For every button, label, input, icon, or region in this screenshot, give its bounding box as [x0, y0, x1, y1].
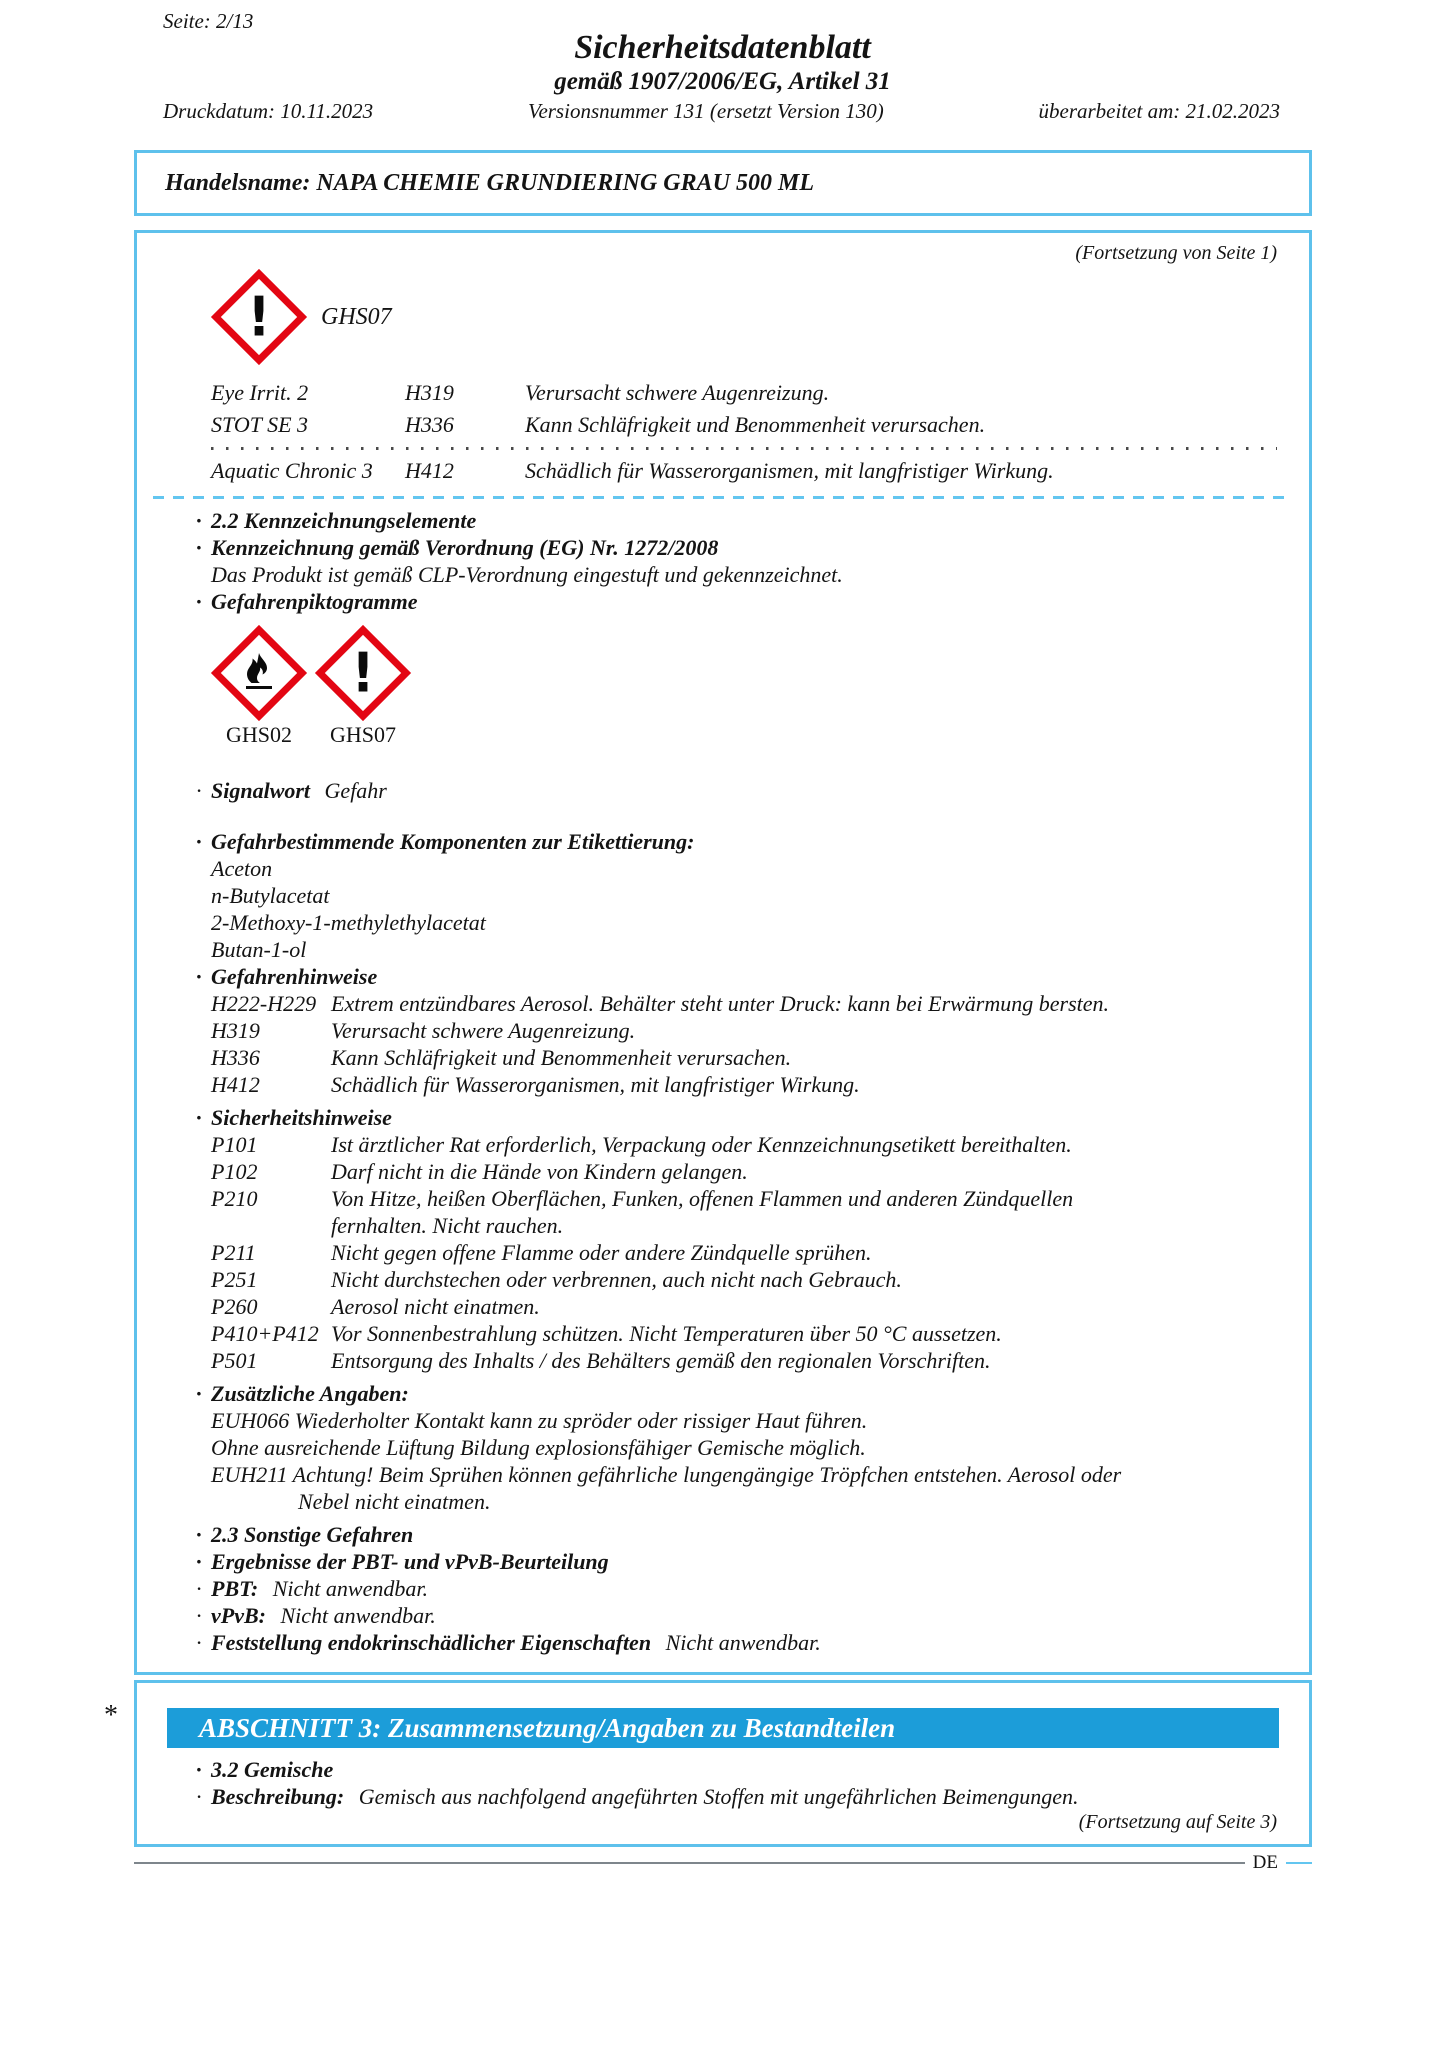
statement-code: P210 [211, 1186, 258, 1211]
additional-statement-continuation: Nebel nicht einatmen. [298, 1489, 491, 1514]
endocrine-label: Feststellung endokrinschädlicher Eigenschaften [211, 1630, 652, 1655]
hazard-statement-row [211, 1044, 1277, 1071]
precaution-statement-row [211, 1239, 1277, 1266]
ghs02-label: GHS02 [225, 722, 292, 747]
heading-3-2: · 3.2 Gemische [196, 1757, 334, 1782]
vpvb-value: Nicht anwendbar. [280, 1603, 436, 1628]
statement-code: P260 [211, 1294, 258, 1319]
footer-rule-end [1286, 1862, 1312, 1864]
additional-statement: Ohne ausreichende Lüftung Bildung explosionsfähiger Gemische möglich. [211, 1435, 866, 1460]
additional-statement: EUH211 Achtung! Beim Sprühen können gefährliche lungengängige Tröpfchen entstehen. Aerosol oder [211, 1462, 1122, 1487]
heading-additional: · Zusätzliche Angaben: [196, 1381, 409, 1406]
component-item: Butan-1-ol [211, 937, 307, 962]
component-item: 2-Methoxy-1-methylethylacetat [211, 910, 486, 935]
change-marker: * [104, 1700, 118, 1731]
version-number: Versionsnummer 131 (ersetzt Version 130) [527, 99, 884, 123]
signal-word-value: Gefahr [324, 778, 387, 803]
vpvb-line: · vPvB: Nicht anwendbar. [196, 1603, 436, 1628]
ghs07-pictogram [211, 269, 307, 365]
trade-name: Handelsname: NAPA CHEMIE GRUNDIERING GRAU 500 ML [165, 169, 814, 196]
classification-table [211, 377, 1277, 487]
description-line: · Beschreibung: Gemisch aus nachfolgend angeführten Stoffen mit ungefährlichen Beimengungen. [196, 1784, 1079, 1809]
page-footer [134, 1852, 1312, 1874]
statement-code: P501 [211, 1348, 258, 1373]
section3-header-bar [167, 1708, 1279, 1748]
pbt-value: Nicht anwendbar. [272, 1576, 428, 1601]
vpvb-label: vPvB: [211, 1603, 266, 1628]
ghs02-pictogram [211, 625, 307, 721]
heading-2-3: · 2.3 Sonstige Gefahren [196, 1522, 414, 1547]
classification-row [211, 409, 1277, 441]
heading-components: · Gefahrbestimmende Komponenten zur Etikettierung: [196, 829, 695, 854]
date-row [163, 98, 1280, 125]
statement-text: Schädlich für Wasserorganismen, mit langfristiger Wirkung. [331, 1072, 860, 1097]
endocrine-line: · Feststellung endokrinschädlicher Eigenschaften Nicht anwendbar. [196, 1630, 821, 1655]
precaution-statement-row [211, 1185, 1277, 1239]
statement-text: Ist ärztlicher Rat erforderlich, Verpackung oder Kennzeichnungsetikett bereithalten. [331, 1132, 1072, 1157]
classification-row [211, 377, 1277, 409]
precaution-statement-row [211, 1131, 1277, 1158]
hazard-statement-row [211, 990, 1277, 1017]
language-code: DE [1252, 1852, 1278, 1873]
heading-2-2: · 2.2 Kennzeichnungselemente [196, 508, 477, 533]
dotted-separator [211, 447, 1277, 450]
pbt-line: · PBT: Nicht anwendbar. [196, 1576, 428, 1601]
section3-header: ABSCHNITT 3: Zusammensetzung/Angaben zu Bestandteilen [199, 1712, 896, 1743]
precaution-statement-row [211, 1320, 1277, 1347]
hazard-class: Eye Irrit. 2 [211, 380, 309, 405]
pbt-label: PBT: [211, 1576, 259, 1601]
section3-box [134, 1680, 1312, 1847]
statement-code: P251 [211, 1267, 258, 1292]
section2-box [134, 230, 1312, 1675]
statement-text: Entsorgung des Inhalts / des Behälters gemäß den regionalen Vorschriften. [331, 1348, 991, 1373]
dashed-separator [153, 496, 1289, 499]
statement-text: Aerosol nicht einatmen. [331, 1294, 540, 1319]
heading-regulation: · Kennzeichnung gemäß Verordnung (EG) Nr. 1272/2008 [196, 535, 719, 560]
component-item: Aceton [211, 856, 273, 881]
hazard-text: Verursacht schwere Augenreizung. [525, 380, 830, 405]
classification-row [211, 455, 1277, 487]
ghs07-label: GHS07 [329, 722, 396, 747]
statement-text: Extrem entzündbares Aerosol. Behälter steht unter Druck: kann bei Erwärmung bersten. [331, 991, 1110, 1016]
footer-rule-line [134, 1862, 1245, 1864]
statement-text: Darf nicht in die Hände von Kindern gelangen. [331, 1159, 748, 1184]
hazard-text: Kann Schläfrigkeit und Benommenheit verursachen. [525, 412, 986, 437]
heading-pictograms: · Gefahrenpiktogramme [196, 589, 418, 614]
ghs07-pictogram [315, 625, 411, 721]
hazard-code: H412 [405, 458, 454, 483]
statement-text: Nicht durchstechen oder verbrennen, auch nicht nach Gebrauch. [331, 1267, 902, 1292]
hazard-code: H319 [405, 380, 454, 405]
trade-name-box [134, 150, 1312, 216]
statement-code: P102 [211, 1159, 258, 1184]
page-number: Seite: 2/13 [163, 9, 254, 33]
hazard-class: STOT SE 3 [211, 412, 309, 437]
revision-date: überarbeitet am: 21.02.2023 [1038, 99, 1280, 123]
hazard-statement-row [211, 1071, 1277, 1098]
clp-statement: Das Produkt ist gemäß CLP-Verordnung eingestuft und gekennzeichnet. [211, 562, 843, 587]
statement-text: Vor Sonnenbestrahlung schützen. Nicht Temperaturen über 50 °C aussetzen. [331, 1321, 1002, 1346]
statement-text: Von Hitze, heißen Oberflächen, Funken, offenen Flammen und anderen Zündquellen fernhalten. Nicht rauchen. [331, 1186, 1074, 1238]
ghs07-figure [315, 625, 411, 747]
hazard-code: H336 [405, 412, 454, 437]
heading-precaution-statements: · Sicherheitshinweise [196, 1105, 392, 1130]
ghs07-label: GHS07 [321, 303, 392, 330]
ghs07-pictogram-row [211, 267, 1277, 367]
statement-code: P211 [211, 1240, 256, 1265]
section3-body [137, 1748, 1309, 1834]
precaution-statement-row [211, 1266, 1277, 1293]
description-value: Gemisch aus nachfolgend angeführten Stoffen mit ungefährlichen Beimengungen. [358, 1784, 1079, 1809]
statement-code: H222-H229 [211, 991, 317, 1016]
continuation-note-top: (Fortsetzung von Seite 1) [1075, 242, 1277, 264]
exclamation-icon: ! [351, 641, 375, 705]
statement-code: H319 [211, 1018, 260, 1043]
statement-text: Nicht gegen offene Flamme oder andere Zündquelle sprühen. [331, 1240, 872, 1265]
endocrine-value: Nicht anwendbar. [665, 1630, 821, 1655]
statement-code: H412 [211, 1072, 260, 1097]
document-subtitle: gemäß 1907/2006/EG, Artikel 31 [554, 68, 891, 95]
precaution-statement-row [211, 1158, 1277, 1185]
description-label: Beschreibung: [211, 1784, 345, 1809]
statement-text: Kann Schläfrigkeit und Benommenheit verursachen. [331, 1045, 792, 1070]
statement-code: H336 [211, 1045, 260, 1070]
precaution-statement-row [211, 1347, 1277, 1374]
heading-pbt-vpvb: · Ergebnisse der PBT- und vPvB-Beurteilung [196, 1549, 609, 1574]
heading-hazard-statements: · Gefahrenhinweise [196, 964, 378, 989]
flame-icon [237, 652, 281, 694]
continuation-note-bottom: (Fortsetzung auf Seite 3) [1078, 1811, 1277, 1833]
signal-word-label: Signalwort [211, 778, 311, 803]
precaution-statement-row [211, 1293, 1277, 1320]
statement-text: Verursacht schwere Augenreizung. [331, 1018, 636, 1043]
document-title: Sicherheitsdatenblatt [574, 29, 871, 66]
print-date: Druckdatum: 10.11.2023 [163, 99, 374, 123]
component-item: n-Butylacetat [211, 883, 330, 908]
hazard-class: Aquatic Chronic 3 [211, 458, 373, 483]
exclamation-icon: ! [247, 285, 271, 349]
hazard-pictograms [211, 625, 1277, 747]
statement-code: P410+P412 [211, 1321, 319, 1346]
ghs02-figure [211, 625, 307, 747]
additional-statement: EUH066 Wiederholter Kontakt kann zu spröder oder rissiger Haut führen. [211, 1408, 868, 1433]
hazard-statement-row [211, 1017, 1277, 1044]
statement-code: P101 [211, 1132, 258, 1157]
signal-word-line: · Signalwort Gefahr [196, 778, 387, 803]
hazard-text: Schädlich für Wasserorganismen, mit langfristiger Wirkung. [525, 458, 1054, 483]
